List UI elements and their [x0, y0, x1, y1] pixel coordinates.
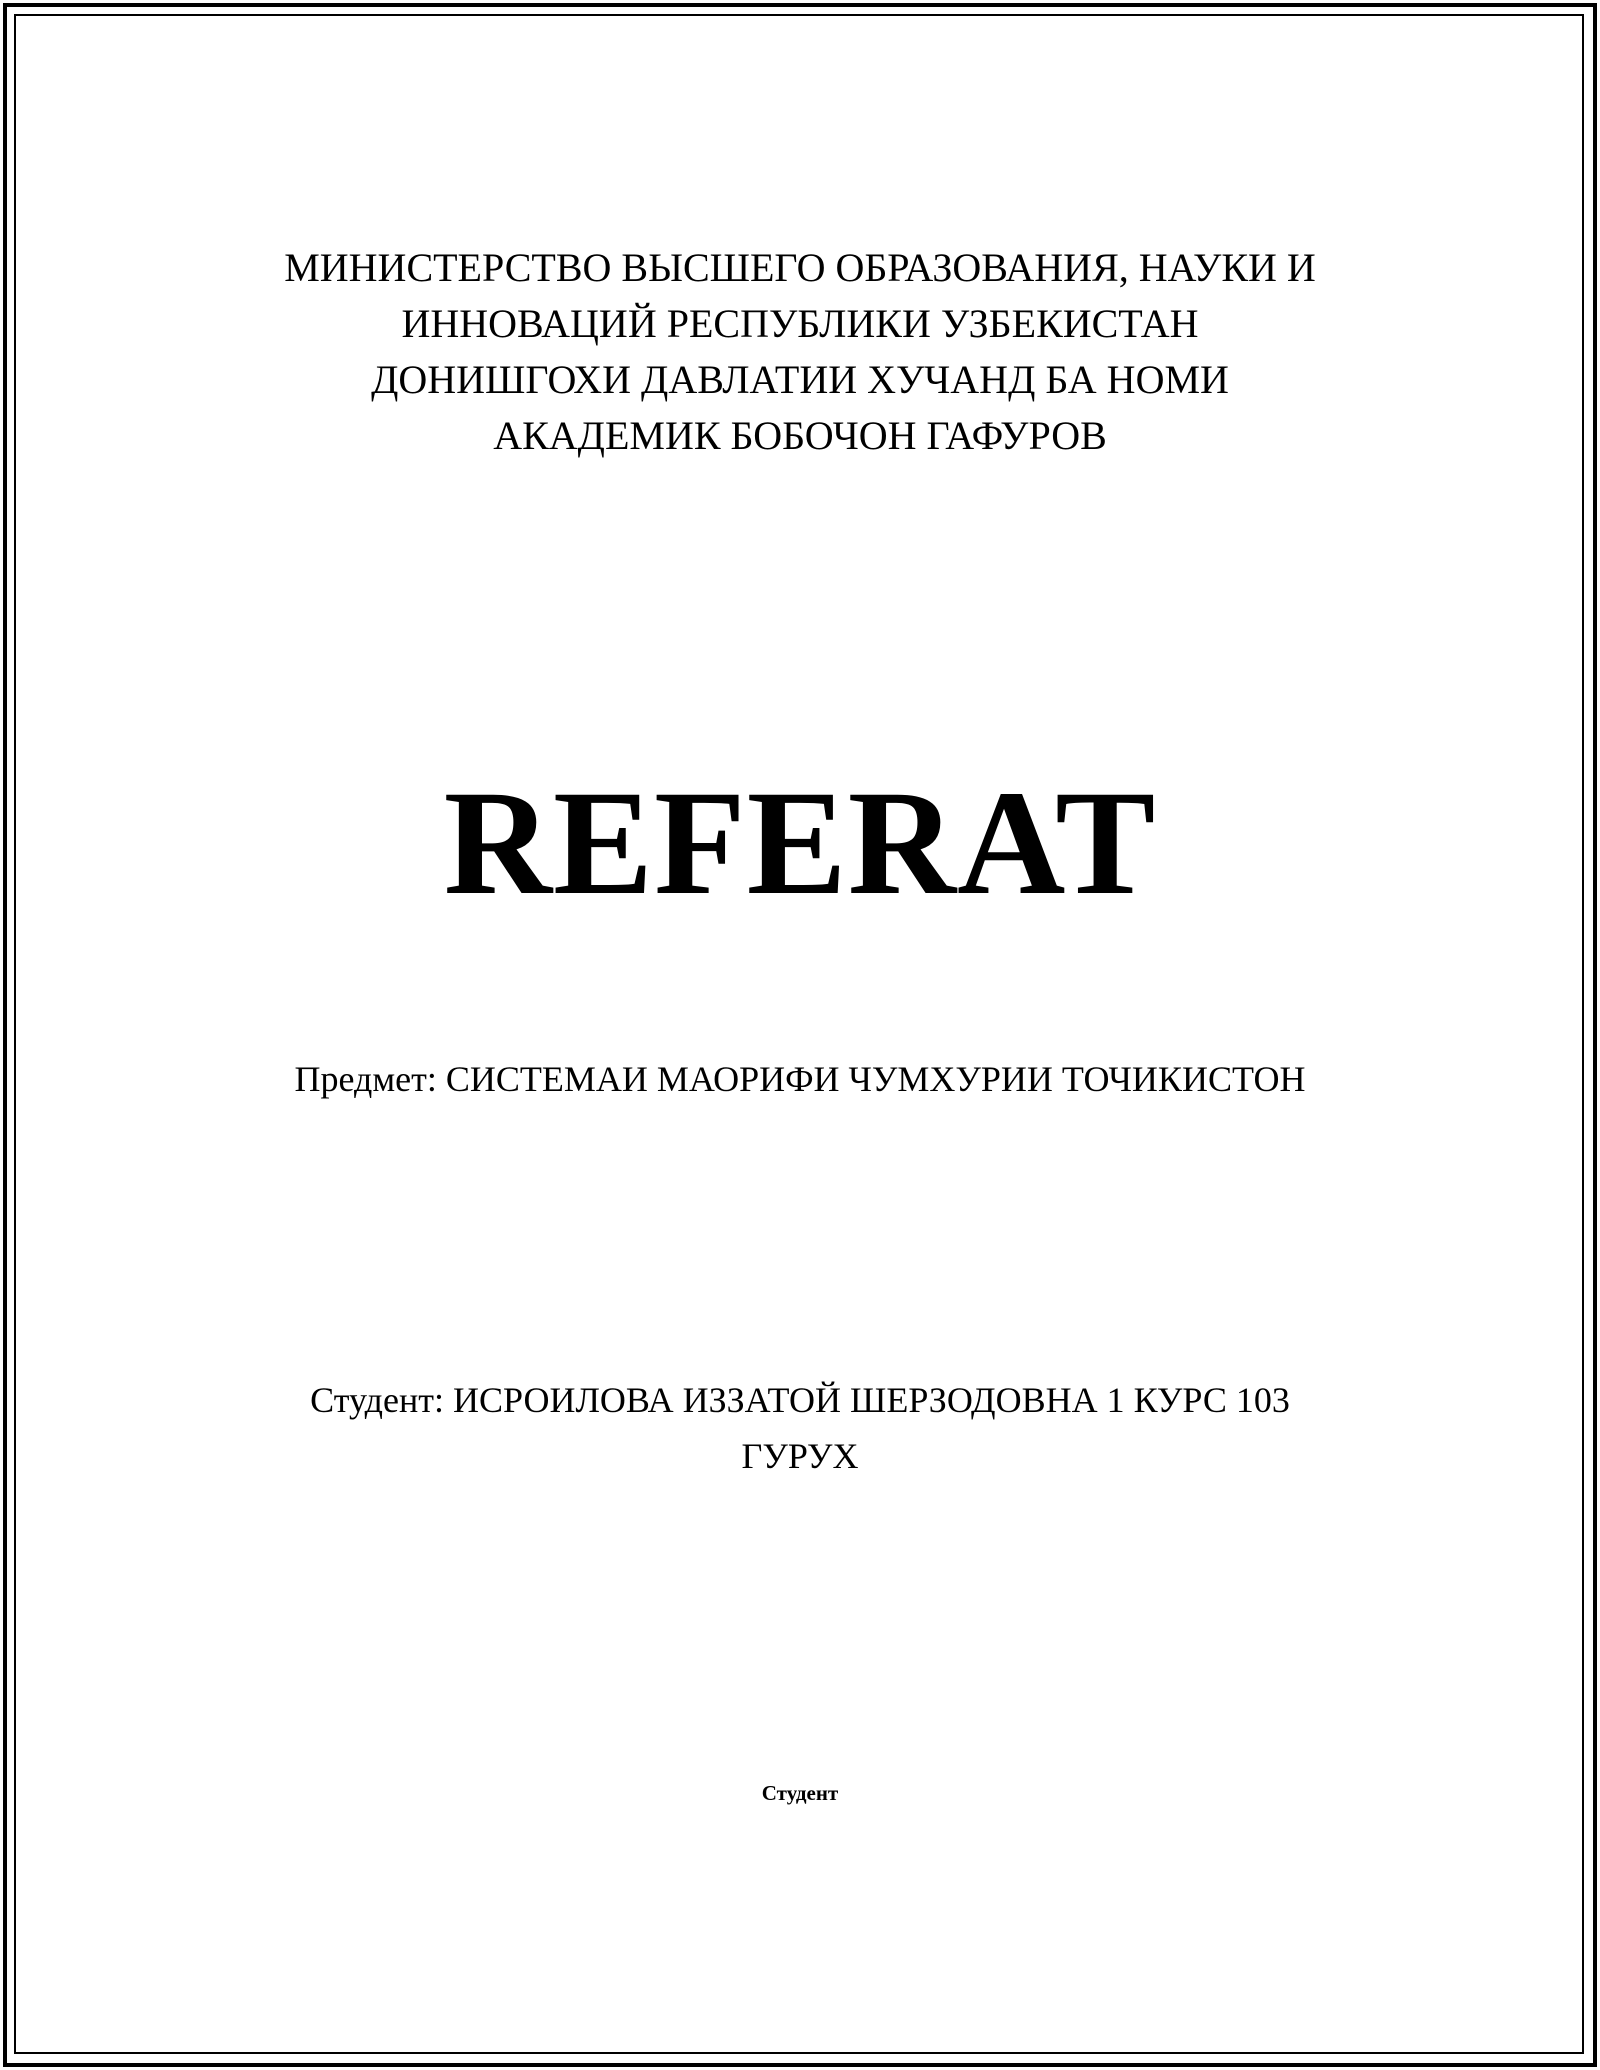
student-group: ГУРУХ — [741, 1436, 859, 1476]
ministry-line-1: МИНИСТЕРСТВО ВЫСШЕГО ОБРАЗОВАНИЯ, НАУКИ И — [284, 245, 1316, 290]
ministry-line-2: ИННОВАЦИЙ РЕСПУБЛИКИ УЗБЕКИСТАН — [401, 301, 1199, 346]
student-info — [0, 1372, 1600, 1484]
ministry-header — [0, 240, 1600, 464]
subject-label: Предмет: — [294, 1059, 437, 1099]
signature-label: Студент — [761, 1781, 839, 1805]
student-label: Студент: — [310, 1380, 444, 1420]
student-line-1 — [0, 1372, 1600, 1428]
ministry-line-3: ДОНИШГОХИ ДАВЛАТИИ ХУЧАНД БА НОМИ — [371, 357, 1229, 402]
student-name: ИСРОИЛОВА ИЗЗАТОЙ ШЕРЗОДОВНА 1 КУРС 103 — [452, 1380, 1290, 1420]
ministry-line-4: АКАДЕМИК БОБОЧОН ГАФУРОВ — [493, 413, 1107, 458]
document-title: REFERAT — [443, 760, 1157, 926]
subject-line — [0, 1054, 1600, 1104]
subject-value: СИСТЕМАИ МАОРИФИ ЧУМХУРИИ ТОЧИКИСТОН — [445, 1059, 1306, 1099]
